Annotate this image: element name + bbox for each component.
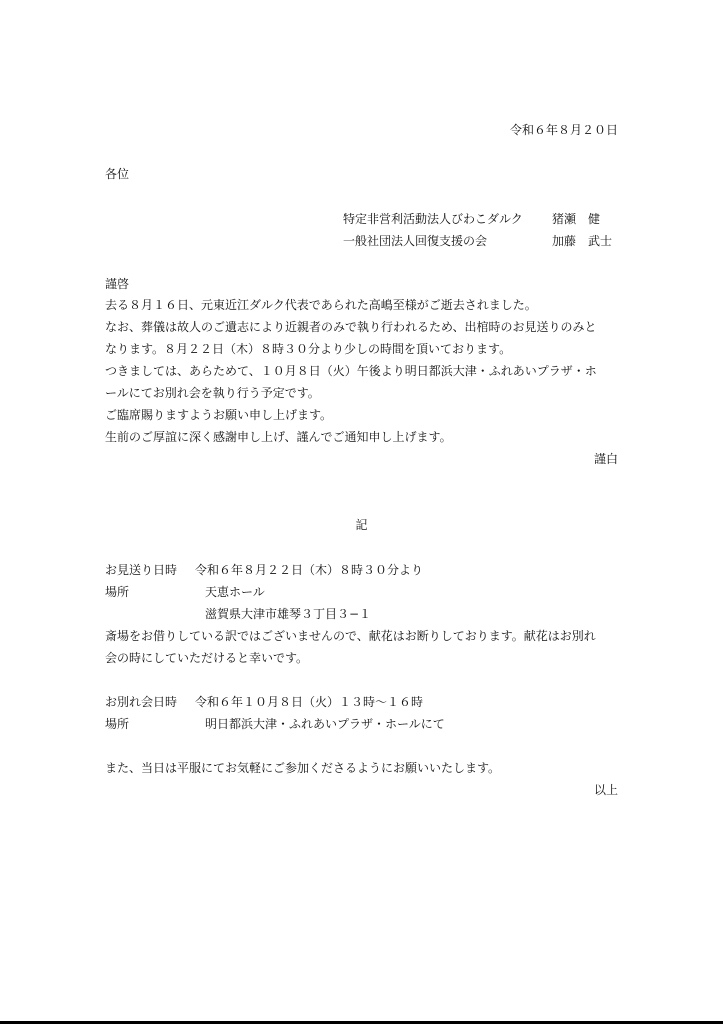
body-line: 去る８月１６日、元東近江ダルク代表であられた高嶋至様がご逝去されました。 bbox=[105, 298, 537, 312]
body-line: なります。８月２２日（木）８時３０分より少しの時間を頂いております。 bbox=[105, 342, 512, 356]
sender-name-2: 加藤 武士 bbox=[552, 234, 613, 248]
addressee: 各位 bbox=[105, 167, 130, 181]
seeoff-datetime: 令和６年８月２２日（木）８時３０分より bbox=[195, 563, 424, 577]
salutation: 謹啓 bbox=[105, 277, 130, 291]
body-line: ールにてお別れ会を執り行う予定です。 bbox=[105, 386, 320, 400]
letter-date: 令和６年８月２０日 bbox=[509, 123, 618, 137]
body-line: 生前のご厚誼に深く感謝申し上げ、謹んでご通知申し上げます。 bbox=[105, 430, 452, 444]
seeoff-place-name: 天恵ホール bbox=[205, 585, 265, 599]
body-line: ご臨席賜りますようお願い申し上げます。 bbox=[105, 408, 333, 422]
seeoff-note-line: 斎場をお借りしている訳ではございませんので、献花はお断りしております。献花はお別れ bbox=[105, 629, 596, 643]
ki-heading: 記 bbox=[355, 518, 368, 532]
final-note: また、当日は平服にてお気軽にご参加くださるようにお願いいたします。 bbox=[105, 761, 501, 775]
sender-org-1: 特定非営利活動法人びわこダルク bbox=[343, 212, 523, 226]
farewell-datetime: 令和６年１０月８日（火）１３時〜１６時 bbox=[195, 695, 424, 709]
seeoff-place-label: 場所 bbox=[105, 585, 130, 599]
seeoff-note-line: 会の時にしていただけると幸いです。 bbox=[105, 651, 309, 665]
seeoff-label: お見送り日時 bbox=[105, 563, 178, 577]
farewell-place-label: 場所 bbox=[105, 717, 130, 731]
seeoff-place-address: 滋賀県大津市雄琴３丁目３−１ bbox=[205, 607, 372, 621]
farewell-label: お別れ会日時 bbox=[105, 695, 178, 709]
closing: 謹白 bbox=[593, 452, 618, 466]
farewell-place-name: 明日都浜大津・ふれあいプラザ・ホールにて bbox=[205, 717, 445, 731]
body-line: つきましては、あらためて、１０月８日（火）午後より明日都浜大津・ふれあいプラザ・ホ bbox=[105, 364, 597, 378]
ending: 以上 bbox=[593, 783, 618, 797]
sender-org-2: 一般社団法人回復支援の会 bbox=[343, 234, 488, 248]
body-line: なお、葬儀は故人のご遺志により近親者のみで執り行われるため、出棺時のお見送りのみと bbox=[105, 320, 597, 334]
sender-name-1: 猪瀬 健 bbox=[552, 212, 601, 226]
